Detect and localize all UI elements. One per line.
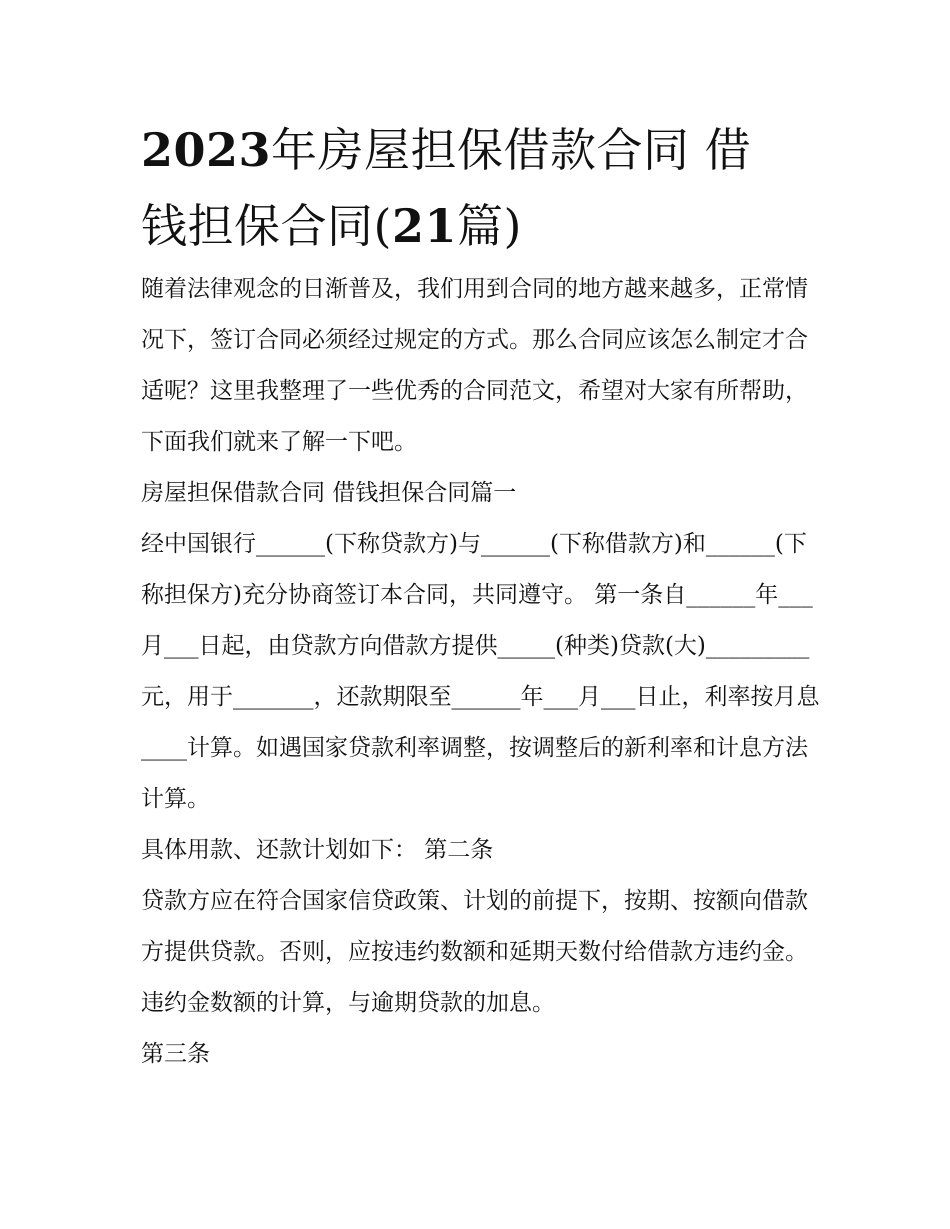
clause-three-heading: 第三条: [141, 1041, 210, 1067]
title-count: 21: [391, 199, 457, 253]
title-line2-text: 钱担保合同(: [141, 199, 392, 253]
title-year: 2023: [141, 123, 272, 177]
clause-two-paragraph: 贷款方应在符合国家信贷政策、计划的前提下，按期、按额向借款方提供贷款。否则，应按违约数额和延期天数付给借款方违约金。违约金数额的计算，与逾期贷款的加息。: [141, 888, 808, 1016]
document-page: [141, 112, 821, 1080]
document-title: [141, 112, 821, 264]
title-line2-end: 篇): [456, 199, 522, 253]
section-heading: 房屋担保借款合同 借钱担保合同篇一: [141, 480, 517, 506]
title-line1-text: 年房屋担保借款合同 借: [271, 123, 752, 177]
clause-one-paragraph: 经中国银行______(下称贷款方)与______(下称借款方)和______(下称担保方)充分协商签订本合同，共同遵守。 第一条自______年___月___日起，由贷款方向借款方提供_____(种类)贷款(大)_________元，用于_______，还款期限至______年___月___日止，利率按月息____计算。如遇国家贷款利率调整，按调整后的新利率和计息方法计算。: [141, 531, 820, 812]
intro-paragraph: 随着法律观念的日渐普及，我们用到合同的地方越来越多，正常情况下，签订合同必须经过规定的方式。那么合同应该怎么制定才合适呢？这里我整理了一些优秀的合同范文，希望对大家有所帮助，下面我们就来了解一下吧。: [141, 276, 808, 455]
repayment-plan-line: 具体用款、还款计划如下： 第二条: [141, 837, 494, 863]
